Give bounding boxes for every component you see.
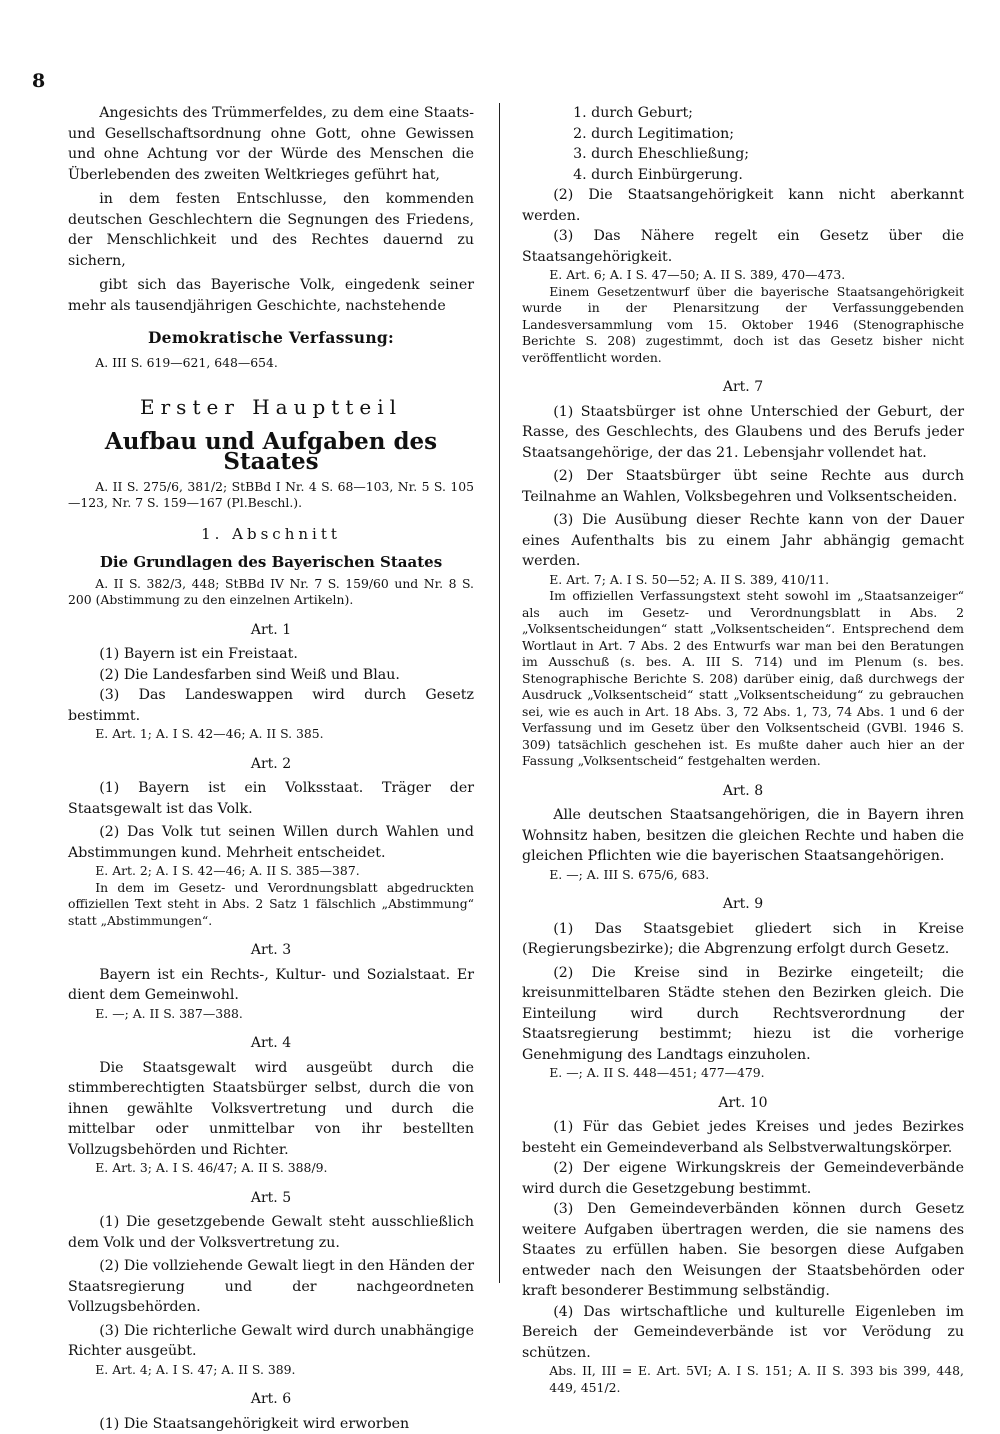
- article-reference: E. Art. 3; A. I S. 46/47; A. II S. 388/9.: [68, 1160, 474, 1177]
- article-reference: E. Art. 2; A. I S. 42—46; A. II S. 385—387.: [68, 863, 474, 880]
- article-heading: Art. 7: [522, 377, 964, 398]
- article-paragraph: (3) Das Nähere regelt ein Gesetz über die Staatsangehörigkeit.: [522, 226, 964, 267]
- list-item: 3. durch Eheschließung;: [522, 144, 964, 165]
- list-item: 1. durch Geburt;: [522, 103, 964, 124]
- right-column: [522, 103, 964, 1396]
- article-reference: E. Art. 1; A. I S. 42—46; A. II S. 385.: [68, 726, 474, 743]
- article-note: Im offiziellen Verfassungstext steht sowohl im „Staatsanzeiger“ als auch im Gesetz- und Verordnungsblatt in Abs. 2 „Volksentscheidungen“ statt „Volksentscheiden“. Entsprechend dem Wortlaut in Art. 7 Abs. 2 des Entwurfs war man bei den Beratungen im Ausschuß (s. bes. A. III S. 714) und im Plenum (s. bes. Stenographische Berichte S. 208) darüber einig, daß durchwegs der Ausdruck „Volksentscheid“ statt „Volksentscheidung“ zu gebrauchen sei, wie es auch in Art. 18 Abs. 3, 72 Abs. 1, 73, 74 Abs. 1 und 6 der Verfassung und im Gesetz über den Volksentscheid (GVBl. 1946 S. 309) tatsächlich geschehen ist. Es mußte daher auch hier an der Fassung „Volksentscheid“ festgehalten werden.: [522, 588, 964, 770]
- article-paragraph: (1) Die gesetzgebende Gewalt steht ausschließlich dem Volk und der Volksvertretung zu.: [68, 1212, 474, 1253]
- article-note: In dem im Gesetz- und Verordnungsblatt abgedruckten offiziellen Text steht in Abs. 2 Satz 1 fälschlich „Abstimmung“ statt „Abstimmungen“.: [68, 880, 474, 930]
- article-heading: Art. 9: [522, 894, 964, 915]
- article-paragraph: Alle deutschen Staatsangehörigen, die in Bayern ihren Wohnsitz haben, besitzen die gleichen Rechte und haben die gleichen Pflichten wie die bayerischen Staatsangehörigen.: [522, 805, 964, 867]
- section-title: 1. Abschnitt: [68, 524, 474, 545]
- article-reference: E. Art. 6; A. I S. 47—50; A. II S. 389, 470—473.: [522, 267, 964, 284]
- list-item: 2. durch Legitimation;: [522, 124, 964, 145]
- acquisition-list: [522, 103, 964, 185]
- article-paragraph: (1) Für das Gebiet jedes Kreises und jedes Bezirkes besteht ein Gemeindeverband als Selbstverwaltungskörper.: [522, 1117, 964, 1158]
- article-heading: Art. 3: [68, 940, 474, 961]
- article-paragraph: (1) Bayern ist ein Volksstaat. Träger der Staatsgewalt ist das Volk.: [68, 778, 474, 819]
- article-reference: E. Art. 7; A. I S. 50—52; A. II S. 389, 410/11.: [522, 572, 964, 589]
- article-reference: E. —; A. II S. 448—451; 477—479.: [522, 1065, 964, 1082]
- article-paragraph: (2) Der Staatsbürger übt seine Rechte aus durch Teilnahme an Wahlen, Volksbegehren und Volksentscheiden.: [522, 466, 964, 507]
- article-heading: Art. 1: [68, 620, 474, 641]
- article-note: Einem Gesetzentwurf über die bayerische Staatsangehörigkeit wurde in der Plenarsitzung der Verfassunggebenden Landesversammlung vom 15. Oktober 1946 (Stenographische Berichte S. 208) zugestimmt, doch ist das Gesetz bisher nicht veröffentlicht worden.: [522, 284, 964, 367]
- article-paragraph: (3) Das Landeswappen wird durch Gesetz bestimmt.: [68, 685, 474, 726]
- article-paragraph: (2) Das Volk tut seinen Willen durch Wahlen und Abstimmungen kund. Mehrheit entscheidet.: [68, 822, 474, 863]
- article-heading: Art. 4: [68, 1033, 474, 1054]
- article-paragraph: (2) Der eigene Wirkungskreis der Gemeindeverbände wird durch die Gesetzgebung bestimmt.: [522, 1158, 964, 1199]
- page-number: 8: [32, 70, 45, 92]
- article-reference: E. —; A. III S. 675/6, 683.: [522, 867, 964, 884]
- article-paragraph: (1) Die Staatsangehörigkeit wird erworben: [68, 1414, 474, 1434]
- article-paragraph: (1) Staatsbürger ist ohne Unterschied der Geburt, der Rasse, des Geschlechts, des Glaubens und des Berufs jeder Staatsangehörige, der das 21. Lebensjahr vollendet hat.: [522, 402, 964, 464]
- article-heading: Art. 10: [522, 1093, 964, 1114]
- article-paragraph: (2) Die vollziehende Gewalt liegt in den Händen der Staatsregierung und der nachgeordneten Vollzugsbehörden.: [68, 1256, 474, 1318]
- article-reference: E. —; A. II S. 387—388.: [68, 1006, 474, 1023]
- article-paragraph: Die Staatsgewalt wird ausgeübt durch die stimmberechtigten Staatsbürger selbst, durch die von ihnen gewählte Volksvertretung und durch die mittelbar oder unmittelbar von ihr bestellten Vollzugsbehörden und Richter.: [68, 1058, 474, 1161]
- preamble-paragraph: in dem festen Entschlusse, den kommenden deutschen Geschlechtern die Segnungen des Friedens, der Menschlichkeit und des Rechtes dauernd zu sichern,: [68, 189, 474, 271]
- constitution-heading: Demokratische Verfassung:: [68, 328, 474, 349]
- preamble-paragraph: Angesichts des Trümmerfeldes, zu dem eine Staats- und Gesellschaftsordnung ohne Gott, ohne Gewissen und ohne Achtung vor der Würde des Menschen die Überlebenden des zweiten Weltkrieges geführt hat,: [68, 103, 474, 185]
- article-paragraph: (3) Die richterliche Gewalt wird durch unabhängige Richter ausgeübt.: [68, 1321, 474, 1362]
- article-paragraph: (2) Die Staatsangehörigkeit kann nicht aberkannt werden.: [522, 185, 964, 226]
- column-divider: [499, 103, 500, 1283]
- article-heading: Art. 6: [68, 1389, 474, 1410]
- article-paragraph: (4) Das wirtschaftliche und kulturelle Eigenleben im Bereich der Gemeindeverbände ist vor Verödung zu schützen.: [522, 1302, 964, 1364]
- article-paragraph: (1) Bayern ist ein Freistaat.: [68, 644, 474, 665]
- article-reference: Abs. II, III = E. Art. 5VI; A. I S. 151; A. II S. 393 bis 399, 448, 449, 451/2.: [522, 1363, 964, 1396]
- part-title: Erster Hauptteil: [68, 397, 474, 418]
- section-reference: A. II S. 382/3, 448; StBBd IV Nr. 7 S. 159/60 und Nr. 8 S. 200 (Abstimmung zu den einzelnen Artikeln).: [68, 576, 474, 609]
- part-subtitle: Aufbau und Aufgaben des Staates: [68, 432, 474, 473]
- article-paragraph: (2) Die Kreise sind in Bezirke eingeteilt; die kreisunmittelbaren Städte stehen den Bezirken gleich. Die Einteilung wird durch Rechtsverordnung der Staatsregierung bestimmt; hiezu ist die vorherige Genehmigung des Landtags einzuholen.: [522, 963, 964, 1066]
- constitution-reference: A. III S. 619—621, 648—654.: [68, 355, 474, 372]
- article-heading: Art. 2: [68, 754, 474, 775]
- preamble-paragraph: gibt sich das Bayerische Volk, eingedenk seiner mehr als tausendjährigen Geschichte, nachstehende: [68, 275, 474, 316]
- article-paragraph: (3) Den Gemeindeverbänden können durch Gesetz weitere Aufgaben übertragen werden, die sie namens des Staates zu erfüllen haben. Sie besorgen diese Aufgaben entweder nach den Weisungen der Staatsbehörden oder kraft besonderer Bestimmung selbständig.: [522, 1199, 964, 1302]
- section-subtitle: Die Grundlagen des Bayerischen Staates: [68, 552, 474, 573]
- list-item: 4. durch Einbürgerung.: [522, 165, 964, 186]
- article-paragraph: (2) Die Landesfarben sind Weiß und Blau.: [68, 665, 474, 686]
- article-paragraph: Bayern ist ein Rechts-, Kultur- und Sozialstaat. Er dient dem Gemeinwohl.: [68, 965, 474, 1006]
- article-reference: E. Art. 4; A. I S. 47; A. II S. 389.: [68, 1362, 474, 1379]
- left-column: [68, 103, 474, 1434]
- article-paragraph: (3) Die Ausübung dieser Rechte kann von der Dauer eines Aufenthalts bis zu einem Jahr abhängig gemacht werden.: [522, 510, 964, 572]
- article-paragraph: (1) Das Staatsgebiet gliedert sich in Kreise (Regierungsbezirke); die Abgrenzung erfolgt durch Gesetz.: [522, 919, 964, 960]
- part-reference: A. II S. 275/6, 381/2; StBBd I Nr. 4 S. 68—103, Nr. 5 S. 105—123, Nr. 7 S. 159—167 (Pl.Beschl.).: [68, 479, 474, 512]
- article-heading: Art. 8: [522, 781, 964, 802]
- article-heading: Art. 5: [68, 1188, 474, 1209]
